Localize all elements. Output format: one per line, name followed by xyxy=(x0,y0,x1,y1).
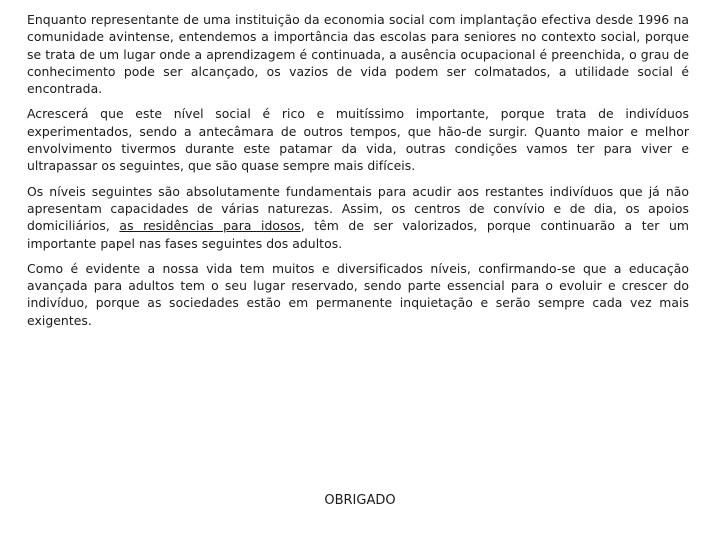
paragraph-2: Acrescerá que este nível social é rico e muitíssimo importante, porque trata de indivíduos experimentados, sendo a antecâmara de outros tempos, que hão-de surgir. Quanto maior e melhor envolvimento tivermos durante este patamar da vida, outras condições vamos ter para viver e ultrapassar os seguintes, que são quase sempre mais difíceis. xyxy=(27,106,689,174)
paragraph-3-text-after: , têm de ser valorizados, porque continuarão a ter um importante papel nas fases seguintes dos adultos. xyxy=(27,218,689,251)
paragraph-4: Como é evidente a nossa vida tem muitos e diversificados níveis, confirmando-se que a educação avançada para adultos tem o seu lugar reservado, sendo parte essencial para o evoluir e crescer do indivíduo, porque as sociedades estão em permanente inquietação e serão sempre cada vez mais exigentes. xyxy=(27,260,689,328)
residencias-link[interactable]: as residências para idosos xyxy=(119,218,301,234)
closing-text: OBRIGADO xyxy=(324,493,396,508)
body-text xyxy=(27,11,689,337)
paragraph-3 xyxy=(27,183,689,252)
paragraph-3-text-before: Os níveis seguintes são absolutamente fundamentais para acudir aos restantes indivíduos que já não apresentam capacidades de várias naturezas. Assim, os centros de convívio e de dia, os apoios domiciliários, xyxy=(27,183,689,234)
paragraph-1: Enquanto representante de uma instituição da economia social com implantação efectiva desde 1996 na comunidade avintense, entendemos a importância das escolas para seniores no contexto social, porque se trata de um lugar onde a aprendizagem é continuada, a ausência ocupacional é preenchida, o grau de conhecimento pode ser alcançado, os vazios de vida podem ser colmatados, a utilidade social é encontrada. xyxy=(27,12,689,97)
